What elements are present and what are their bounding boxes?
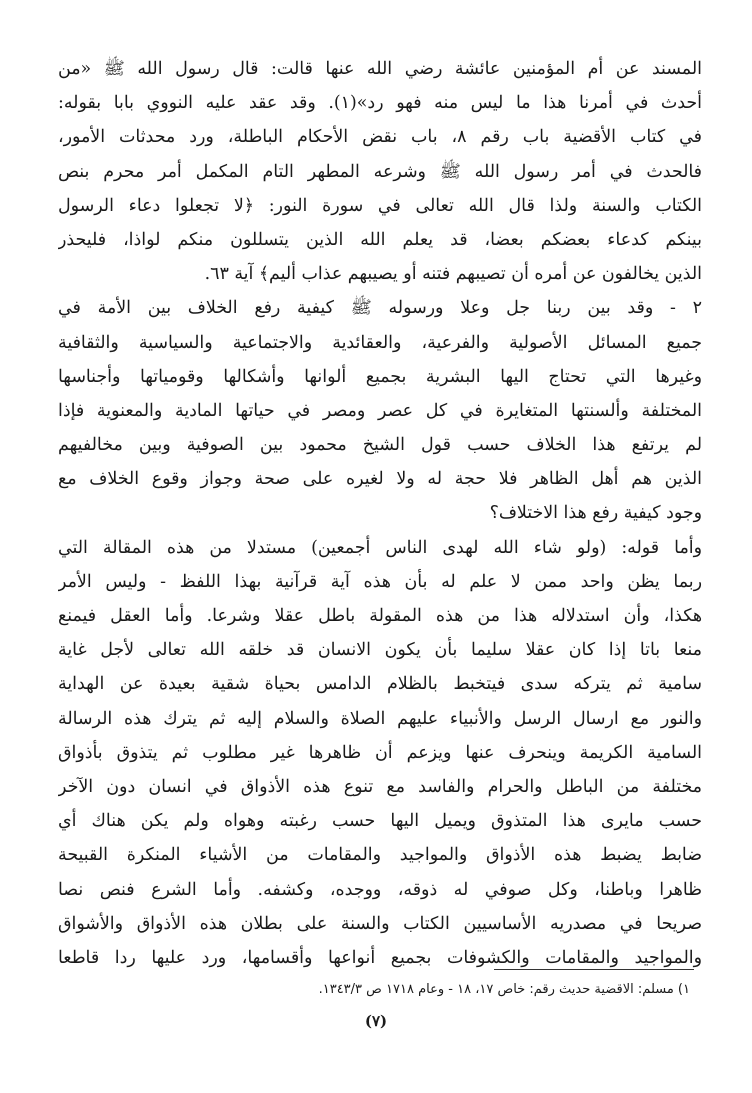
text-line-25: ظاهرا وباطنا، وكل صوفي له ذوقه، ووجده، وكشفه. وأما الشرع فنص نصا — [58, 879, 702, 900]
text-line-8: ٢ - وقد بين ربنا جل وعلا ورسوله ﷺ كيفية رفع الخلاف بين الأمة في — [58, 298, 702, 319]
text-line-15: وأما قوله: (ولو شاء الله لهدى الناس أجمعين) مستدلا من هذه المقالة التي — [58, 537, 702, 558]
text-line-1: المسند عن أم المؤمنين عائشة رضي الله عنها قالت: قال رسول الله ﷺ «من — [58, 59, 702, 79]
text-line-4: فالحدث في أمر رسول الله ﷺ وشرعه المطهر التام المكمل أمر محرم بنص — [58, 161, 702, 182]
text-line-22: مختلفة من الباطل والحرام والفاسد مع تنوع هذه الأذواق في انسان دون الآخر — [58, 776, 702, 797]
text-line-5: الكتاب والسنة ولذا قال الله تعالى في سورة النور: ﴿لا تجعلوا دعاء الرسول — [58, 195, 702, 216]
text-line-21: السامية الكريمة وينحرف عنها ويزعم أن ظاهرها غير مطلوب ثم يتذوق بأذواق — [58, 742, 702, 763]
text-line-27: والمواجيد والمقامات والكشوفات بجميع أنواعها وأقسامها، ورد عليها ردا قاطعا — [58, 947, 702, 968]
text-line-26: صريحا في مصدريه الأساسيين الكتاب والسنة على بطلان هذه الأذواق والأشواق — [58, 913, 702, 934]
page-body — [58, 52, 702, 975]
footnote: ١) مسلم: الاقضية حديث رقم: خاص ١٧، ١٨ - وعام ١٧١٨ ص ١٣٤٣/٣. — [318, 982, 690, 997]
text-line-9: جميع المسائل الأصولية والفرعية، والعقائدية والاجتماعية والسياسية والثقافية — [58, 332, 702, 353]
text-line-19: سامية ثم يتركه سدى فيتخبط بالظلام الدامس بحياة شقية بعيدة عن الهداية — [58, 674, 702, 695]
text-line-20: والنور مع ارسال الرسل والأنبياء عليهم الصلاة والسلام إليه ثم يترك هذه الرسالة — [58, 708, 702, 729]
text-line-11: المختلفة وألسنتها المتغايرة في كل عصر ومصر في حياتها المادية والمعنوية فإذا — [58, 400, 702, 421]
text-line-16: ربما يظن واحد ممن لا علم له بأن هذه آية قرآنية بهذا اللفظ - وليس الأمر — [58, 571, 702, 592]
text-line-12: لم يرتفع هذا الخلاف حسب قول الشيخ محمود بين الصوفية وبين مخالفيهم — [58, 435, 702, 456]
footnote-divider — [494, 969, 694, 970]
text-line-14: وجود كيفية رفع هذا الاختلاف؟ — [489, 503, 702, 524]
text-line-17: هكذا، وأن استدلاله هذا من هذه المقولة باطل عقلا وشرعا. وأما العقل فيمنع — [58, 606, 702, 626]
text-line-7: الذين يخالفون عن أمره أن تصيبهم فتنه أو يصيبهم عذاب أليم﴾ آية ٦٣. — [204, 264, 702, 285]
text-line-23: حسب مايرى هذا المتذوق ويميل اليها حسب رغبته وهواه ولم يكن هناك أي — [58, 811, 702, 832]
text-line-24: ضابط يضبط هذه الأذواق والمواجيد والمقامات من الأشياء المنكرة القبيحة — [58, 845, 702, 866]
text-line-3: في كتاب الأقضية باب رقم ٨، باب نقض الأحكام الباطلة، ورد محدثات الأمور، — [58, 127, 702, 148]
page-number: (٧) — [364, 1012, 388, 1030]
text-line-10: وغيرها التي تحتاج اليها البشرية بجميع ألوانها وأشكالها وقومياتها وأجناسها — [58, 366, 702, 387]
text-line-13: الذين هم أهل الظاهر فلا حجة له ولا لغيره على صحة وجواز وقوع الخلاف مع — [58, 469, 702, 490]
text-line-18: منعا باتا إذا كان عقلا سليما بأن يكون الانسان قد خلقه الله تعالى لأجل غاية — [58, 640, 702, 661]
text-line-2: أحدث في أمرنا هذا ما ليس منه فهو رد»(١). وقد عقد عليه النووي بابا بقوله: — [58, 93, 702, 114]
text-line-6: بينكم كدعاء بعضكم بعضا، قد يعلم الله الذين يتسللون منكم لواذا، فليحذر — [58, 229, 702, 250]
